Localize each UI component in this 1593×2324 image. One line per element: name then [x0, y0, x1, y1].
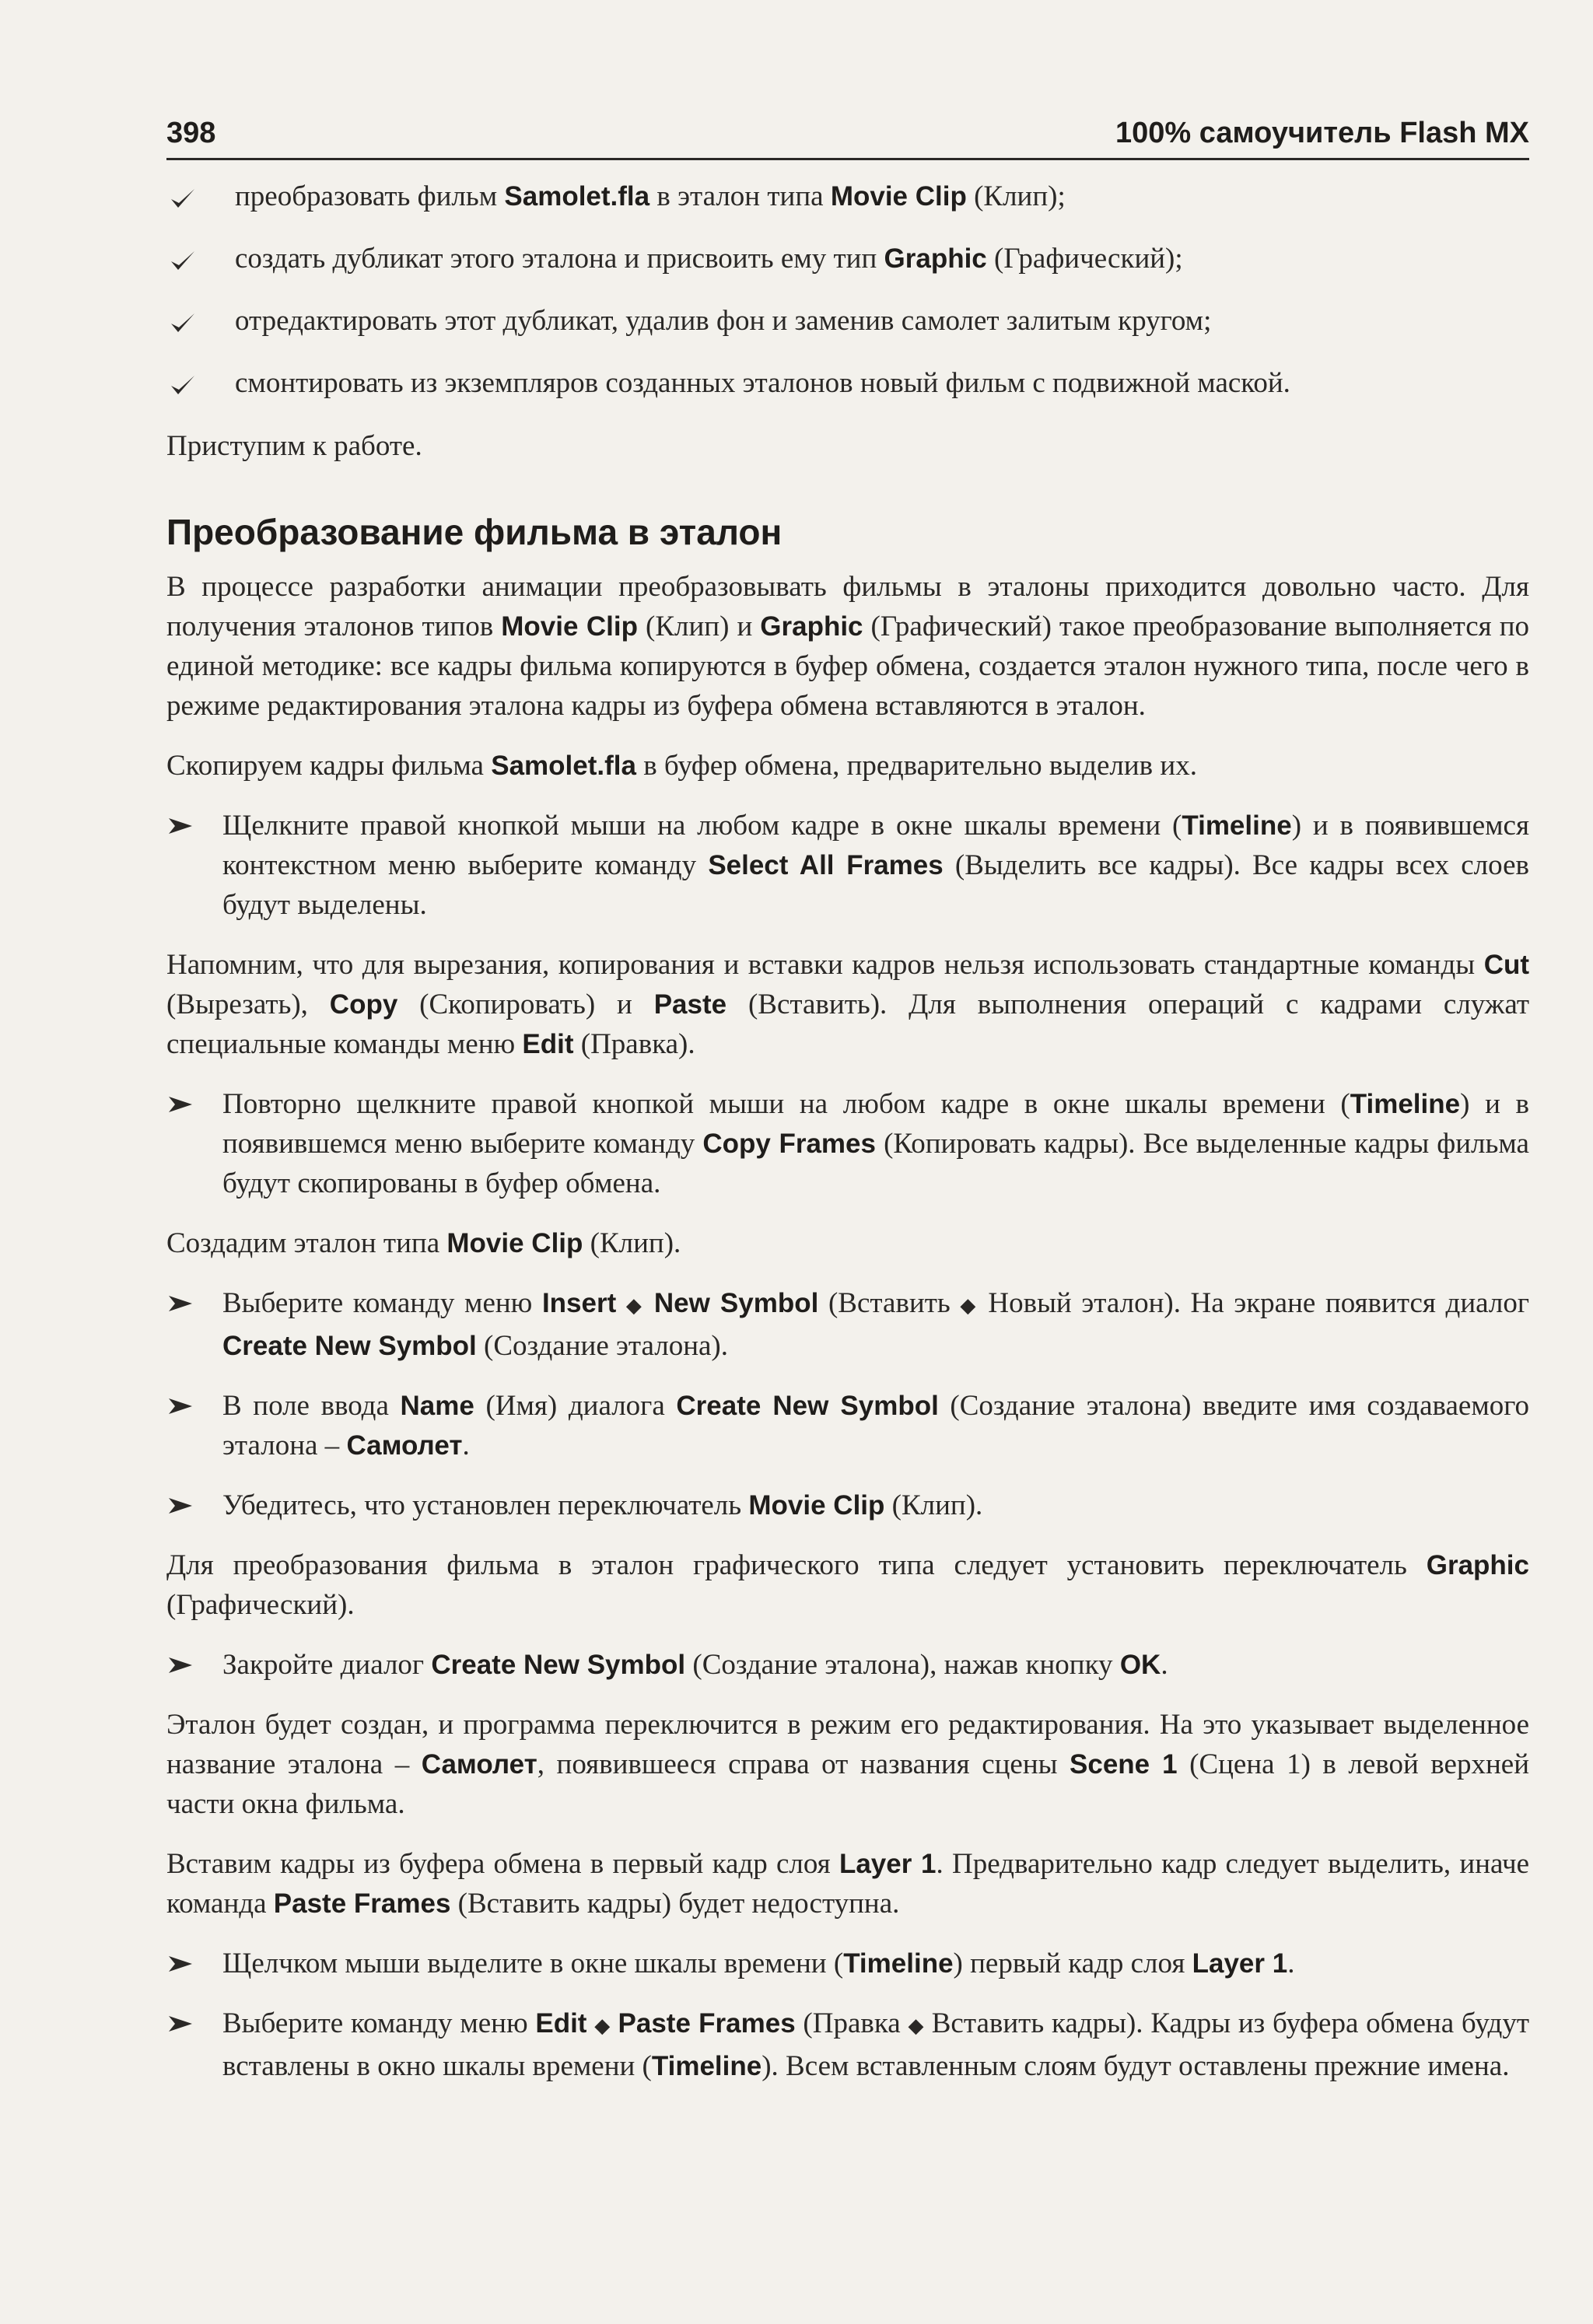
text-run: (Вставить кадры) будет недоступна. — [450, 1888, 900, 1920]
text-run: (Копировать кадры). Все выделенные кадры фильма будут скопированы в буфер обмена. — [222, 1128, 1529, 1199]
ui-term: Cut — [1483, 950, 1529, 980]
menu-separator-diamond: ◆ — [594, 2014, 611, 2038]
ui-term: Movie Clip — [830, 181, 967, 212]
ui-term: Edit — [522, 1029, 574, 1059]
text-run: Для преобразования фильма в эталон графического типа следует установить переключатель — [166, 1549, 1427, 1581]
ui-term: Movie Clip — [748, 1490, 885, 1521]
text-run: (Вставить). Для выполнения операций с кадрами служат специальные команды меню — [166, 989, 1529, 1060]
text-run: (Клип). — [583, 1227, 681, 1259]
arrow-bullet-icon — [166, 1944, 222, 1976]
text-run: В поле ввода — [222, 1390, 401, 1422]
ui-term: Graphic — [1426, 1550, 1529, 1580]
text-run: . — [462, 1430, 470, 1461]
text-run: . — [1161, 1649, 1168, 1681]
text-run: В процессе разработки анимации преобразовывать фильмы в эталоны приходится довольно часто. Для получения эталонов типов — [166, 571, 1529, 642]
text-run — [644, 1287, 654, 1319]
ui-term: Timeline — [651, 2051, 762, 2081]
text-run: ). Всем вставленным слоям будут оставлены прежние имена. — [761, 2050, 1510, 2082]
instruction-step-text — [222, 2004, 1529, 2086]
arrow-bullet-icon — [166, 1486, 222, 1518]
body-paragraph — [166, 1705, 1529, 1824]
ui-term: New Symbol — [653, 1288, 819, 1318]
body-paragraph — [166, 1223, 1529, 1263]
text-run: в буфер обмена, предварительно выделив их. — [635, 750, 1197, 782]
ui-term: Paste Frames — [273, 1888, 451, 1919]
ui-term: Scene 1 — [1070, 1749, 1178, 1780]
section-body — [166, 567, 1529, 2086]
checklist-item — [166, 302, 1529, 345]
text-run: (Правка). — [573, 1028, 695, 1060]
text-run: Новый эталон). На экране появится диалог — [978, 1287, 1530, 1319]
text-run: (Графический); — [986, 243, 1183, 275]
ui-term: Layer 1 — [1192, 1948, 1288, 1979]
text-run: (Клип); — [966, 180, 1066, 212]
text-run: Закройте диалог — [222, 1649, 432, 1681]
text-run: ) и в появившемся контекстном меню выберите команду — [222, 810, 1529, 881]
instruction-step-text — [222, 806, 1529, 925]
text-run: (Создание эталона), нажав кнопку — [685, 1649, 1120, 1681]
checklist-item-text — [235, 177, 1066, 216]
menu-separator-diamond: ◆ — [908, 2014, 924, 2038]
arrow-bullet-icon — [166, 1645, 222, 1678]
arrow-bullet-icon — [166, 1084, 222, 1117]
text-run: . — [1287, 1948, 1295, 1979]
text-run: Щелкните правой кнопкой мыши на любом кадре в окне шкалы времени ( — [222, 810, 1182, 842]
text-run: (Создание эталона). — [476, 1330, 729, 1362]
instruction-step — [166, 1645, 1529, 1685]
body-paragraph — [166, 746, 1529, 786]
text-run: (Выделить все кадры). Все кадры всех слоев будут выделены. — [222, 849, 1529, 921]
instruction-step — [166, 806, 1529, 925]
ui-term: Movie Clip — [446, 1228, 583, 1258]
instruction-step — [166, 2004, 1529, 2086]
text-run: в эталон типа — [649, 180, 831, 212]
text-run — [616, 1287, 626, 1319]
ui-term: Samolet.fla — [504, 181, 650, 212]
text-run: Убедитесь, что установлен переключатель — [222, 1489, 749, 1521]
ui-term: Samolet.fla — [491, 751, 636, 781]
text-run: (Графический) такое преобразование выполняется по единой методике: все кадры фильма копируются в буфер обмена, создается эталон нужного типа, после чего в режиме редактирования эталона кадры из буфера обмена вставляются в эталон. — [166, 611, 1529, 722]
ui-term: Timeline — [1350, 1089, 1461, 1119]
text-run: ) и в появившемся меню выберите команду — [222, 1088, 1530, 1160]
text-run: Скопируем кадры фильма — [166, 750, 492, 782]
page-number: 398 — [166, 117, 216, 149]
body-paragraph — [166, 567, 1529, 726]
instruction-step-text — [222, 1084, 1529, 1203]
ui-term: Timeline — [1182, 810, 1292, 841]
menu-separator-diamond: ◆ — [625, 1294, 645, 1318]
ui-term: Create New Symbol — [222, 1331, 477, 1361]
text-run: отредактировать этот дубликат, удалив фон и заменив самолет залитым кругом; — [235, 305, 1212, 337]
arrow-bullet-icon — [166, 1283, 222, 1316]
text-run: создать дубликат этого эталона и присвоить ему тип — [235, 243, 884, 275]
ui-term: Graphic — [884, 243, 987, 274]
page-header — [166, 117, 1529, 160]
ui-term: Paste Frames — [618, 2008, 796, 2039]
text-run: ) первый кадр слоя — [953, 1948, 1192, 1979]
text-run: Напомним, что для вырезания, копирования и вставки кадров нельзя использовать стандартные команды — [166, 949, 1484, 981]
book-title: 100% самоучитель Flash MX — [1115, 117, 1529, 149]
checklist-item-text — [235, 364, 1290, 403]
instruction-step-text — [222, 1283, 1529, 1366]
page-content — [166, 177, 1529, 2106]
ui-term: Graphic — [760, 611, 863, 642]
text-run: Выберите команду меню — [222, 1287, 542, 1319]
text-run: преобразовать фильм — [235, 180, 505, 212]
ui-term: Самолет — [346, 1430, 463, 1461]
instruction-step-text — [222, 1944, 1529, 1983]
intro-paragraph: Приступим к работе. — [166, 430, 422, 462]
text-run: (Имя) диалога — [474, 1390, 677, 1422]
text-run: , появившееся справа от названия сцены — [537, 1748, 1070, 1780]
ui-term: Create New Symbol — [431, 1650, 686, 1680]
ui-term: Create New Symbol — [676, 1391, 939, 1421]
text-run: (Скопировать) и — [397, 989, 654, 1020]
instruction-step — [166, 1283, 1529, 1366]
checklist-item — [166, 364, 1529, 408]
text-run: Щелчком мыши выделите в окне шкалы времени ( — [222, 1948, 844, 1979]
ui-term: Самолет — [421, 1749, 537, 1780]
text-run: Выберите команду меню — [222, 2007, 536, 2039]
section-title: Преобразование фильма в эталон — [166, 512, 782, 552]
text-run: Повторно щелкните правой кнопкой мыши на любом кадре в окне шкалы времени ( — [222, 1088, 1350, 1120]
instruction-step — [166, 1944, 1529, 1983]
text-run: (Сцена 1) в левой верхней части окна фильма. — [166, 1748, 1529, 1820]
text-run: (Правка — [795, 2007, 909, 2039]
checkmark-icon — [166, 240, 235, 283]
body-paragraph — [166, 1545, 1529, 1625]
text-run: Эталон будет создан, и программа переключится в режим его редактирования. На это указывает выделенное название эталона – — [166, 1709, 1529, 1780]
instruction-step — [166, 1084, 1529, 1203]
ui-term: Copy — [329, 989, 398, 1020]
ui-term: Movie Clip — [501, 611, 639, 642]
menu-separator-diamond: ◆ — [960, 1294, 979, 1318]
checkmark-icon — [166, 177, 235, 221]
text-run: (Клип) и — [638, 611, 761, 642]
text-run: Вставить кадры). Кадры из буфера обмена будут вставлены в окно шкалы времени ( — [222, 2007, 1530, 2082]
checkmark-icon — [166, 302, 235, 345]
text-run: (Графический). — [166, 1589, 355, 1621]
ui-term: Timeline — [843, 1948, 954, 1979]
checkmark-list — [166, 177, 1529, 408]
instruction-step — [166, 1386, 1529, 1465]
checkmark-icon — [166, 364, 235, 408]
text-run: (Создание эталона) введите имя создаваемого эталона – — [222, 1390, 1530, 1461]
checklist-item-text — [235, 302, 1211, 341]
ui-term: Layer 1 — [839, 1849, 937, 1879]
ui-term: Edit — [535, 2008, 587, 2039]
ui-term: Copy Frames — [702, 1129, 876, 1159]
text-run: (Вырезать), — [166, 989, 330, 1020]
text-run: смонтировать из экземпляров созданных эталонов новый фильм с подвижной маской. — [235, 367, 1290, 399]
ui-term: Insert — [541, 1288, 617, 1318]
text-run: . Предварительно кадр следует выделить, иначе команда — [166, 1848, 1529, 1920]
arrow-bullet-icon — [166, 806, 222, 838]
text-run — [611, 2007, 618, 2039]
checklist-item-text — [235, 240, 1183, 278]
body-paragraph — [166, 1844, 1529, 1923]
ui-term: Select All Frames — [708, 850, 944, 880]
text-run: (Вставить — [818, 1287, 961, 1319]
text-run: (Клип). — [884, 1489, 983, 1521]
instruction-step — [166, 1486, 1529, 1525]
ui-term: OK — [1119, 1650, 1161, 1680]
text-run: Вставим кадры из буфера обмена в первый кадр слоя — [166, 1848, 839, 1880]
instruction-step-text — [222, 1386, 1529, 1465]
instruction-step-text — [222, 1645, 1529, 1685]
instruction-step-text — [222, 1486, 1529, 1525]
body-paragraph — [166, 945, 1529, 1064]
arrow-bullet-icon — [166, 1386, 222, 1419]
ui-term: Name — [400, 1391, 474, 1421]
ui-term: Paste — [653, 989, 727, 1020]
checklist-item — [166, 177, 1529, 221]
text-run — [586, 2007, 594, 2039]
text-run: Создадим эталон типа — [166, 1227, 447, 1259]
arrow-bullet-icon — [166, 2004, 222, 2036]
checklist-item — [166, 240, 1529, 283]
